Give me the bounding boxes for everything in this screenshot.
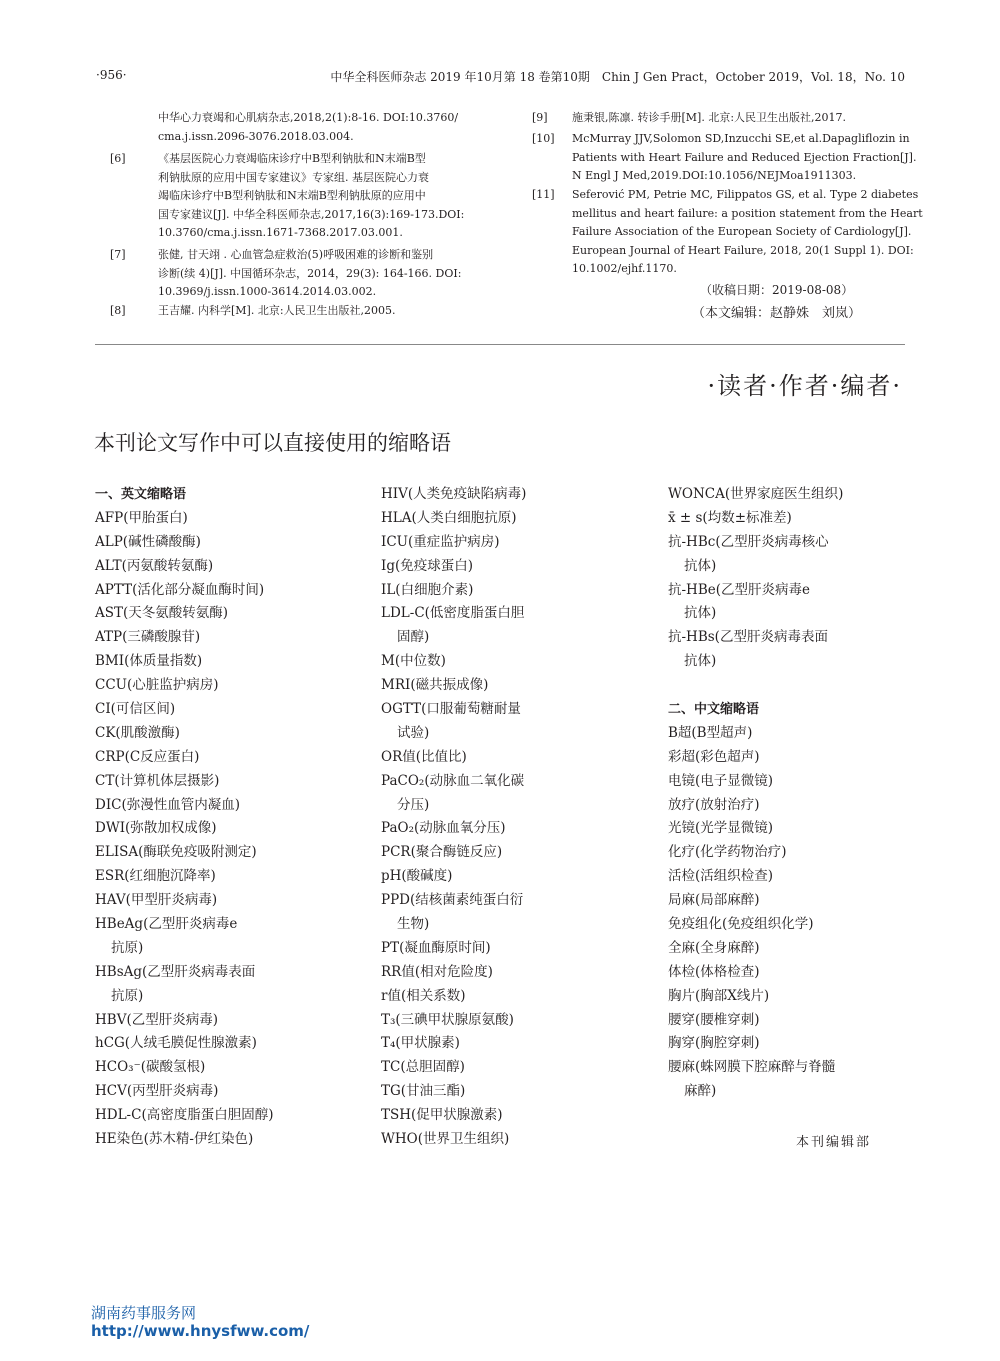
abbreviation-entry: 光镜(光学显微镜): [668, 820, 774, 837]
reference-line: 国专家建议[J]. 中华全科医师杂志,2017,16(3):169-173.DOI:: [158, 207, 465, 221]
abbreviation-entry: AFP(甲胎蛋白): [95, 509, 188, 526]
abbreviation-entry: 放疗(放射治疗): [668, 796, 760, 813]
abbreviation-entry: OGTT(口服葡萄糖耐量: [381, 701, 521, 718]
abbreviation-entry: CI(可信区间): [95, 701, 176, 718]
abbreviation-entry: HBsAg(乙型肝炎病毒表面: [95, 963, 256, 980]
reference-number: [7]: [110, 248, 126, 261]
abbreviation-entry: WHO(世界卫生组织): [381, 1131, 510, 1148]
footer-url-link[interactable]: http://www.hnysfww.com/: [91, 1322, 310, 1340]
abbreviation-entry: 全麻(全身麻醉): [668, 939, 760, 956]
abbreviation-entry: 抗原): [111, 939, 144, 956]
reference-line: European Journal of Heart Failure, 2018, 20(1 Suppl 1). DOI:: [572, 243, 914, 257]
abbreviation-entry: HAV(甲型肝炎病毒): [95, 892, 218, 909]
abbreviation-entry: HCV(丙型肝炎病毒): [95, 1083, 219, 1100]
abbreviation-entry: ICU(重症监护病房): [381, 533, 500, 550]
editorial-signature: 本刊编辑部: [796, 1135, 872, 1150]
page-number: ·956·: [96, 68, 127, 82]
abbreviation-entry: 抗体): [684, 653, 717, 670]
reference-number: [6]: [110, 152, 126, 165]
abbreviation-entry: x̄ ± s(均数±标准差): [668, 509, 792, 526]
abbreviation-entry: AST(天冬氨酸转氨酶): [95, 605, 229, 622]
reference-line: 中华心力衰竭和心肌病杂志,2018,2(1):8-16. DOI:10.3760/: [158, 111, 459, 124]
abbreviation-entry: DWI(弥散加权成像): [95, 820, 217, 837]
abbreviation-entry: ELISA(酶联免疫吸附测定): [95, 844, 257, 861]
abbreviation-entry: hCG(人绒毛膜促性腺激素): [95, 1035, 257, 1052]
reference-line: Failure Association of the European Society of Cardiology[J].: [572, 225, 912, 239]
column-title: ·读者·作者·编者·: [707, 372, 902, 400]
abbreviation-entry: pH(酸碱度): [381, 868, 453, 885]
reference-line: Patients with Heart Failure and Reduced Ejection Fraction[J].: [572, 150, 917, 164]
abbreviation-entry: 抗原): [111, 987, 144, 1004]
abbreviation-entry: 活检(活组织检查): [668, 868, 774, 885]
abbreviation-entry: ALP(碱性磷酸酶): [95, 533, 201, 550]
abbreviation-entry: IL(白细胞介素): [381, 581, 474, 598]
abbreviation-entry: PPD(结核菌素纯蛋白衍: [381, 892, 524, 909]
reference-line: 10.1002/ejhf.1170.: [572, 262, 677, 276]
abbreviation-entry: 生物): [397, 916, 430, 933]
abbreviation-entry: ESR(红细胞沉降率): [95, 868, 216, 885]
reference-line: McMurray JJV,Solomon SD,Inzucchi SE,et al.Dapagliflozin in: [572, 132, 910, 145]
abbreviation-column-2: [381, 483, 526, 1152]
reference-line: 《基层医院心力衰竭临床诊疗中B型利钠肽和N末端B型: [158, 152, 426, 165]
section-heading: 二、中文缩略语: [668, 702, 760, 718]
abbreviation-entry: OR值(比值比): [381, 748, 467, 765]
reference-line: 10.3969/j.issn.1000-3614.2014.03.002.: [158, 285, 377, 299]
abbreviation-entry: B超(B型超声): [668, 724, 753, 741]
abbreviation-entry: PaO₂(动脉血氧分压): [381, 820, 506, 837]
abbreviation-entry: 固醇): [397, 629, 430, 646]
abbreviation-entry: 化疗(化学药物治疗): [668, 844, 787, 861]
abbreviation-entry: DIC(弥漫性血管内凝血): [95, 796, 241, 813]
abbreviation-entry: T₄(甲状腺素): [381, 1035, 460, 1052]
footer-site-name: 湖南药事服务网: [91, 1304, 197, 1322]
abbreviation-entry: 体检(体格检查): [668, 963, 760, 980]
abbreviation-entry: APTT(活化部分凝血酶时间): [95, 581, 265, 598]
abbreviation-entry: CK(肌酸激酶): [95, 724, 180, 741]
abbreviation-entry: HDL-C(高密度脂蛋白胆固醇): [95, 1107, 274, 1124]
abbreviation-entry: RR值(相对危险度): [381, 963, 493, 980]
abbreviation-entry: 试验): [397, 724, 430, 741]
abbreviation-entry: WONCA(世界家庭医生组织): [668, 486, 844, 502]
abbreviation-entry: 抗体): [684, 557, 717, 574]
reference-number: [9]: [532, 111, 548, 124]
abbreviation-entry: 腰穿(腰椎穿刺): [668, 1011, 760, 1028]
reference-line: 竭临床诊疗中B型利钠肽和N末端B型利钠肽原的应用中: [158, 189, 426, 203]
reference-line: 10.3760/cma.j.issn.1671-7368.2017.03.001.: [158, 226, 403, 240]
editor-credit: （本文编辑：赵静姝 刘岚）: [692, 306, 862, 321]
abbreviation-entry: CCU(心脏监护病房): [95, 677, 219, 694]
abbreviation-entry: TSH(促甲状腺激素): [381, 1107, 503, 1124]
abbreviation-entry: CRP(C反应蛋白): [95, 748, 200, 765]
section-heading: 一、英文缩略语: [95, 487, 187, 502]
abbreviation-entry: 胸片(胸部X线片): [668, 987, 770, 1004]
abbreviation-entry: HLA(人类白细胞抗原): [381, 509, 517, 526]
article-title: 本刊论文写作中可以直接使用的缩略语: [94, 431, 451, 455]
abbreviation-entry: 胸穿(胸腔穿刺): [668, 1035, 760, 1052]
abbreviation-entry: 免疫组化(免疫组织化学): [668, 916, 814, 933]
abbreviation-entry: MRI(磁共振成像): [381, 677, 489, 694]
abbreviation-entry: ALT(丙氨酸转氨酶): [95, 557, 214, 574]
abbreviation-column-3: [668, 483, 843, 1104]
reference-line: 王吉耀. 内科学[M]. 北京:人民卫生出版社,2005.: [158, 304, 396, 317]
reference-number: [8]: [110, 304, 126, 317]
reference-line: cma.j.issn.2096-3076.2018.03.004.: [158, 129, 354, 143]
reference-line: mellitus and heart failure: a position statement from the Heart: [572, 206, 923, 220]
abbreviation-entry: 电镜(电子显微镜): [668, 772, 774, 789]
blank-line: [668, 674, 843, 698]
section-divider: [95, 344, 905, 345]
reference-number: [10]: [532, 132, 555, 145]
abbreviation-entry: CT(计算机体层摄影): [95, 772, 220, 789]
reference-line: 利钠肽原的应用中国专家建议》专家组. 基层医院心力衰: [158, 170, 429, 184]
abbreviation-entry: 腰麻(蛛网膜下腔麻醉与脊髓: [668, 1059, 836, 1076]
abbreviation-entry: ATP(三磷酸腺苷): [95, 629, 201, 646]
abbreviation-entry: HBeAg(乙型肝炎病毒e: [95, 916, 238, 933]
abbreviation-entry: 局麻(局部麻醉): [668, 892, 760, 909]
abbreviation-entry: 抗-HBs(乙型肝炎病毒表面: [668, 629, 828, 646]
abbreviation-entry: 抗体): [684, 605, 717, 622]
abbreviation-entry: 抗-HBc(乙型肝炎病毒核心: [668, 533, 829, 550]
abbreviation-entry: TC(总胆固醇): [381, 1059, 465, 1076]
abbreviation-column-1: [95, 483, 274, 1152]
reference-number: [11]: [532, 188, 555, 201]
abbreviation-entry: PT(凝血酶原时间): [381, 939, 491, 956]
abbreviation-entry: TG(甘油三酯): [381, 1083, 466, 1100]
abbreviation-entry: T₃(三碘甲状腺原氨酸): [381, 1011, 514, 1028]
abbreviation-entry: Ig(免疫球蛋白): [381, 557, 474, 574]
abbreviation-entry: HIV(人类免疫缺陷病毒): [381, 486, 527, 502]
abbreviation-entry: r值(相关系数): [381, 987, 466, 1004]
abbreviation-entry: HBV(乙型肝炎病毒): [95, 1011, 218, 1028]
abbreviation-entry: M(中位数): [381, 653, 446, 670]
reference-line: 诊断(续 4)[J]. 中国循环杂志，2014，29(3): 164-166. DOI:: [158, 266, 462, 280]
reference-line: 张健, 甘天翊 . 心血管急症救治(5)呼吸困难的诊断和鉴别: [158, 248, 434, 261]
abbreviation-entry: LDL-C(低密度脂蛋白胆: [381, 605, 525, 622]
reference-line: Seferović PM, Petrie MC, Filippatos GS, et al. Type 2 diabetes: [572, 188, 919, 201]
abbreviation-entry: 麻醉): [684, 1083, 717, 1100]
journal-running-header: 中华全科医师杂志 2019 年10月第 18 卷第10期 Chin J Gen Pract，October 2019，Vol. 18，No. 10: [330, 70, 905, 84]
abbreviation-entry: BMI(体质量指数): [95, 653, 203, 670]
abbreviation-entry: PaCO₂(动脉血二氧化碳: [381, 772, 525, 789]
abbreviation-entry: HCO₃⁻(碳酸氢根): [95, 1059, 206, 1076]
abbreviation-entry: HE染色(苏木精-伊红染色): [95, 1131, 254, 1148]
abbreviation-entry: 彩超(彩色超声): [668, 748, 760, 765]
reference-line: 施秉银,陈凛. 转诊手册[M]. 北京:人民卫生出版社,2017.: [572, 111, 847, 124]
abbreviation-entry: 分压): [397, 796, 430, 813]
reference-line: N Engl J Med,2019.DOI:10.1056/NEJMoa1911303.: [572, 169, 857, 183]
abbreviation-entry: PCR(聚合酶链反应): [381, 844, 503, 861]
received-date: （收稿日期：2019-08-08）: [700, 283, 854, 297]
abbreviation-entry: 抗-HBe(乙型肝炎病毒e: [668, 581, 811, 598]
